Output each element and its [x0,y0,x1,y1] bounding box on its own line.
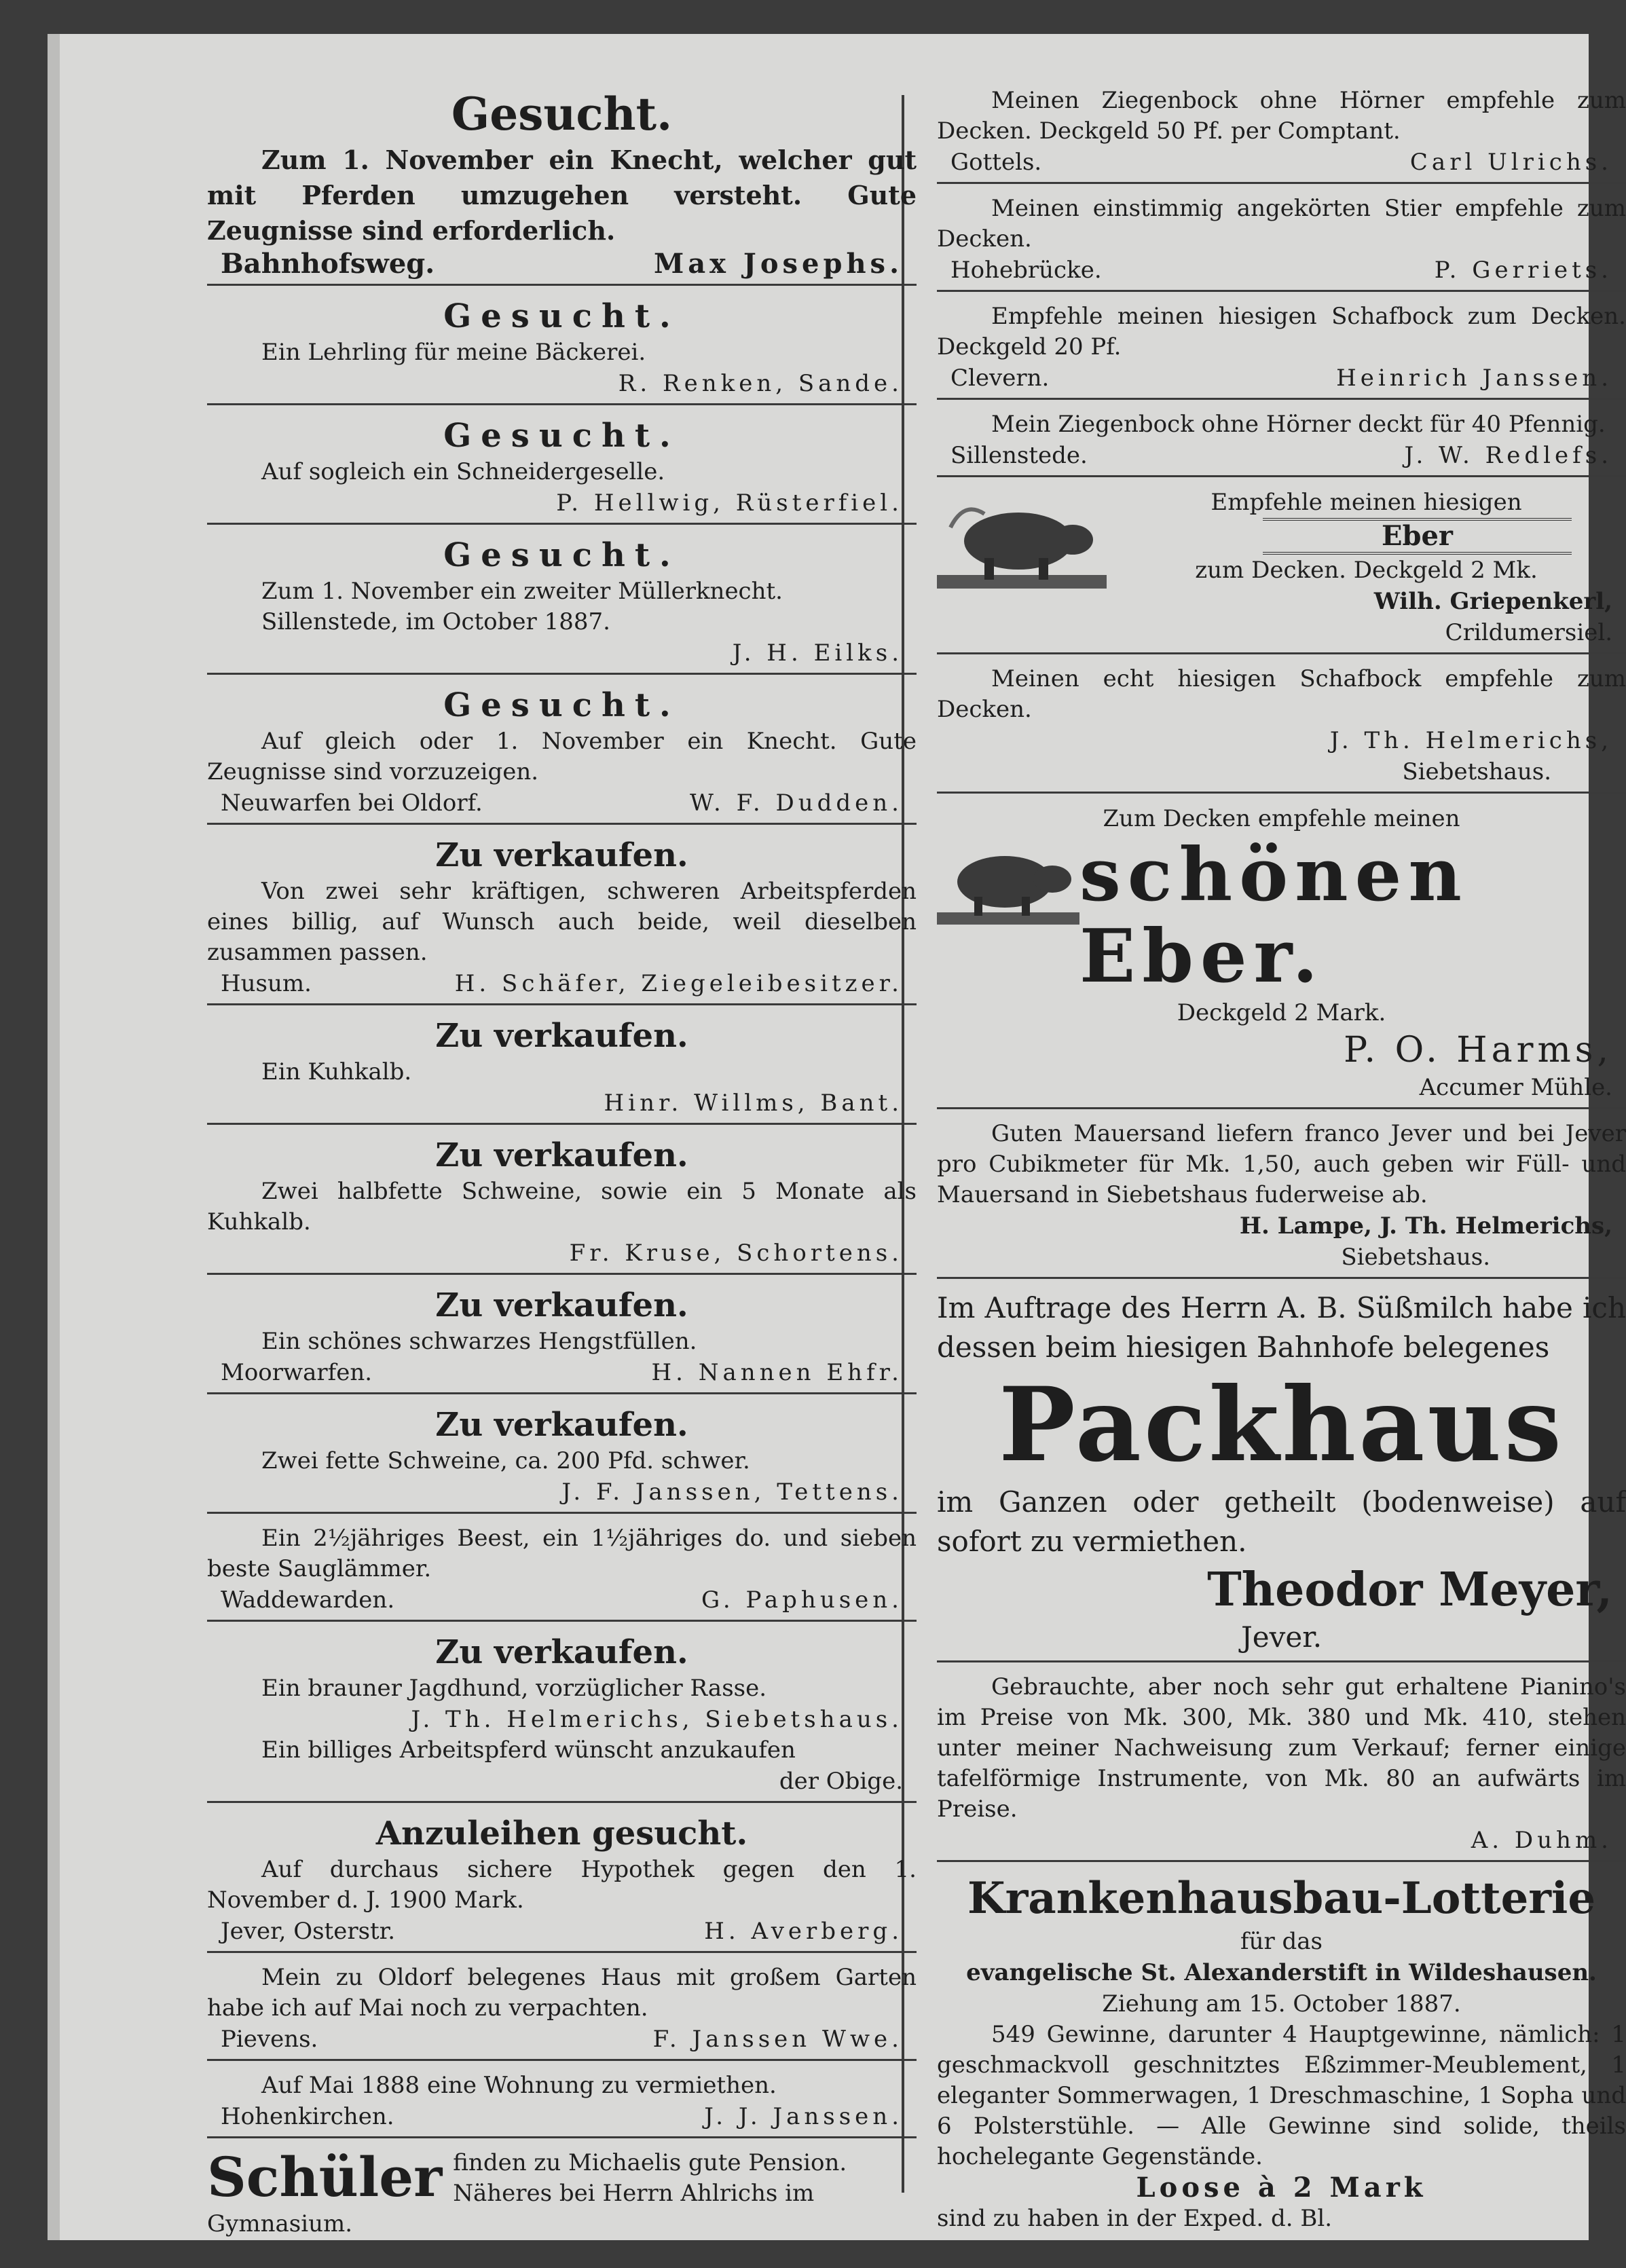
ad-title: Gesucht. [443,297,680,335]
ad-haus-verpachten [207,1958,917,2061]
ad-verkaufen-fette-schweine [207,1400,917,1514]
ad-body: Im Auftrage des Herrn A. B. Süßmilch habe ich dessen beim hiesigen Bahnhofe belegenes [937,1291,1626,1364]
ad-gesucht-muellerknecht [207,530,917,675]
ad-body: finden zu Michaelis gute Pension. Näheres bei Herrn Ahlrichs im Gymnasium. [207,2149,847,2237]
ad-name: Wilh. Griepenkerl, [1373,588,1612,615]
ad-place: Hohebrücke. [950,257,1102,284]
ad-title: Zu verkaufen. [435,1633,688,1671]
ad-schoenen-eber [937,799,1626,1109]
ad-pig-layout [937,487,1626,648]
ad-ziegenbock-ulrichs [937,81,1626,184]
ad-signature-row [937,147,1626,178]
ad-top-line: Empfehle meinen hiesigen [1211,489,1522,516]
ad-text-block [1107,487,1626,648]
ad-title: Gesucht. [443,686,680,724]
ad-signature-row [207,1916,917,1947]
ad-title: Anzuleihen gesucht. [375,1815,748,1853]
ad-body: Zwei fette Schweine, ca. 200 Pfd. schwer. [261,1447,750,1474]
page-spine [48,34,60,2240]
ad-signature-row [207,2024,917,2055]
ad-body: Auf gleich oder 1. November ein Knecht. Gute Zeugnisse sind vorzuzeigen. [207,728,917,785]
ad-place: Siebetshaus. [1402,758,1551,785]
ad-name: H. Nannen Ehfr. [651,1359,903,1386]
ad-name: J. Th. Helmerichs, Siebetshaus. [411,1706,903,1733]
ad-title: Krankenhausbau-Lotterie [967,1873,1596,1924]
pig-illustration-icon [937,834,1079,929]
ad-title: Zu verkaufen. [435,1017,688,1055]
ad-line: Deckgeld 2 Mark. [1177,999,1386,1026]
ad-title: Zu verkaufen. [435,1406,688,1444]
ad-place: Bahnhofsweg. [221,248,435,280]
ad-name: J. J. Janssen. [704,2103,903,2130]
ad-name: H. Lampe, J. Th. Helmerichs, [1239,1212,1612,1240]
newspaper-page [48,34,1626,2240]
ad-name: J. F. Janssen, Tettens. [561,1479,903,1506]
ad-signature-row [207,1584,917,1616]
ad-title: Zu verkaufen. [435,836,688,874]
ad-place: Sillenstede. [950,442,1088,469]
ad-name: Theodor Meyer, [1207,1563,1612,1617]
ad-place: Jever, Osterstr. [221,1918,396,1945]
ad-place: Pievens. [221,2026,318,2053]
ad-name: P. O. Harms, [1344,1030,1612,1071]
ad-body: Ein Lehrling für meine Bäckerei. [261,339,646,366]
ad-place: Hohenkirchen. [221,2103,394,2130]
ad-name: P. Hellwig, Rüsterfiel. [556,489,903,517]
ad-top-line: Zum Decken empfehle meinen [1103,805,1460,832]
ad-body: Ein brauner Jagdhund, vorzüglicher Rasse. [261,1675,767,1702]
ad-where: sind zu haben in der Exped. d. Bl. [937,2205,1333,2232]
ad-name: H. Averberg. [704,1918,903,1945]
ad-signature-row [937,440,1626,471]
ad-stier [937,189,1626,292]
ad-big-word: schönen Eber. [1079,832,1468,999]
ad-signature-row [207,1357,917,1388]
ad-name: Hinr. Willms, Bant. [604,1090,903,1117]
ad-pianinos [937,1668,1626,1862]
ad-name: J. Th. Helmerichs, [1329,727,1612,754]
ad-body: Mein zu Oldorf belegenes Haus mit großem Garten habe ich auf Mai noch zu verpachten. [207,1964,917,2022]
ad-name: H. Schäfer, Ziegeleibesitzer. [454,970,903,997]
ad-body: Von zwei sehr kräftigen, schweren Arbeitspferden eines billig, auf Wunsch auch beide, weil dieselben zusammen passen. [207,878,917,966]
ad-place: Jever. [1240,1620,1323,1654]
ad-title: Zu verkaufen. [435,1286,688,1324]
ad-lotterie [937,1867,1626,2238]
ad-pig-layout [937,834,1626,997]
ad-org: evangelische St. Alexanderstift in Wildeshausen. [966,1959,1597,1986]
ad-signature-row [937,255,1626,286]
ad-gesucht-lehrling [207,291,917,405]
ad-body: Auf Mai 1888 eine Wohnung zu vermiethen. [261,2072,777,2099]
ad-date: Ziehung am 15. October 1887. [1102,1990,1461,2018]
ad-title: Gesucht. [443,417,680,455]
ad-signature-row [207,968,917,999]
ad-name: A. Duhm. [1471,1827,1612,1854]
ad-place: Moorwarfen. [221,1359,373,1386]
ad-body: Zum 1. November ein Knecht, welcher gut mit Pferden umzugehen versteht. Gute Zeugnisse sind erforderlich. [207,145,917,246]
ad-verkaufen-hengstfuellen [207,1280,917,1394]
ad-body: Guten Mauersand liefern franco Jever und bei Jever pro Cubikmeter für Mk. 1,50, auch geben wir Füll- und Mauersand in Siebetshaus fuderweise ab. [937,1120,1626,1208]
ad-body: 549 Gewinne, darunter 4 Hauptgewinne, nämlich: 1 geschmackvoll geschnitztes Eßzimmer-Meublement, 1 eleganter Sommerwagen, 1 Dreschmaschine, 1 Sopha und 6 Polsterstühle. — Alle Gewinne sind solide, theils hochelegante Gegenstände. [937,2021,1626,2170]
ad-price: Loose à 2 Mark [1136,2172,1427,2204]
ad-place: Waddewarden. [221,1586,395,1614]
ad-title: Gesucht. [451,88,673,141]
ad-place: Sillenstede, im October 1887. [261,608,610,635]
ad-signature-row [937,362,1626,394]
ad-place: Husum. [221,970,312,997]
ad-verkaufen-jagdhund [207,1627,917,1803]
pig-illustration-icon [937,487,1107,595]
ad-gesucht-schneider [207,411,917,525]
ad-signature-row [207,2101,917,2132]
ad-verkaufen-kuhkalb [207,1011,917,1125]
ad-body: Zum 1. November ein zweiter Müllerknecht. [261,578,783,605]
ad-body: Gebrauchte, aber noch sehr gut erhaltene Pianino's im Preise von Mk. 300, Mk. 380 und Mk. 410, stehen unter meiner Nachweisung zum Verkauf; ferner einige tafelförmige Instrumente, von Mk. 80 an aufwärts im Preise. [937,1673,1626,1823]
ad-body: Auf durchaus sichere Hypothek gegen den 1. November d. J. 1900 Mark. [207,1856,917,1914]
ad-for: für das [1240,1928,1323,1955]
ad-place: Neuwarfen bei Oldorf. [221,789,483,817]
ad-name: J. H. Eilks. [732,639,903,667]
ad-body: Auf sogleich ein Schneidergeselle. [261,458,665,485]
ad-gesucht-knecht-2 [207,680,917,825]
ad-body: Ein 2½jähriges Beest, ein 1½jähriges do. und sieben beste Sauglämmer. [207,1525,917,1582]
ad-name: R. Renken, Sande. [618,370,903,397]
ad-signature-row [207,787,917,819]
ad-place: Gottels. [950,149,1042,176]
ad-body: Ein schönes schwarzes Hengstfüllen. [261,1328,697,1355]
ad-title: Gesucht. [443,536,680,574]
ad-name: P. Gerriets. [1434,257,1612,284]
ad-body: Ein Kuhkalb. [261,1058,412,1085]
ad-body: Meinen einstimmig angekörten Stier empfehle zum Decken. [937,195,1626,253]
ad-title: Zu verkaufen. [435,1136,688,1174]
ad-schafbock-janssen [937,297,1626,400]
ad-body: Mein Ziegenbock ohne Hörner deckt für 40 Pfennig. [991,411,1606,438]
ad-name: W. F. Dudden. [689,789,903,817]
ad-big-word: Schüler [207,2145,443,2209]
ad-place: Accumer Mühle. [1419,1074,1612,1101]
ad-name: Heinrich Janssen. [1336,365,1612,392]
ad-body: Meinen echt hiesigen Schafbock empfehle zum Decken. [937,665,1626,723]
ad-name: Carl Ulrichs. [1409,149,1612,176]
ad-gesucht-knecht [207,81,917,286]
ad-eber-griepenkerl [937,483,1626,654]
ad-body: Zwei halbfette Schweine, sowie ein 5 Monate als Kuhkalb. [207,1178,917,1235]
left-column [207,81,917,2249]
ad-name: J. W. Redlefs. [1404,442,1612,469]
right-column [937,81,1626,2244]
ad-wohnung-vermiethen [207,2066,917,2138]
ad-mauersand [937,1115,1626,1279]
ad-body: Meinen Ziegenbock ohne Hörner empfehle zum Decken. Deckgeld 50 Pf. per Comptant. [937,87,1626,145]
ad-body-2: Ein billiges Arbeitspferd wünscht anzukaufen [261,1736,796,1764]
ad-name: F. Janssen Wwe. [652,2026,903,2053]
ad-schueler-pension [207,2144,917,2244]
ad-signature-row [207,248,917,280]
ad-ziegenbock-redlefs [937,405,1626,477]
ad-place: Clevern. [950,365,1050,392]
ad-place: Crildumersiel. [1445,619,1612,646]
ad-name: Fr. Kruse, Schortens. [569,1240,903,1267]
ad-packhaus [937,1284,1626,1662]
ad-beest [207,1519,917,1622]
ad-body: Empfehle meinen hiesigen Schafbock zum Decken. Deckgeld 20 Pf. [937,303,1626,360]
ad-place: Siebetshaus. [1341,1244,1490,1271]
ad-anzuleihen [207,1808,917,1953]
ad-body-2: im Ganzen oder getheilt (bodenweise) auf sofort zu vermiethen. [937,1485,1626,1558]
ad-line: zum Decken. Deckgeld 2 Mk. [1195,557,1538,584]
ad-schafbock-helmerichs [937,660,1626,794]
ad-name: G. Paphusen. [701,1586,903,1614]
ad-big-word: Packhaus [999,1365,1564,1485]
ad-verkaufen-pferde [207,830,917,1005]
ad-name-2: der Obige. [779,1768,903,1795]
ad-verkaufen-schweine [207,1130,917,1275]
ad-eber-word: Eber [1263,518,1572,555]
ad-name: Max Josephs. [653,248,903,280]
